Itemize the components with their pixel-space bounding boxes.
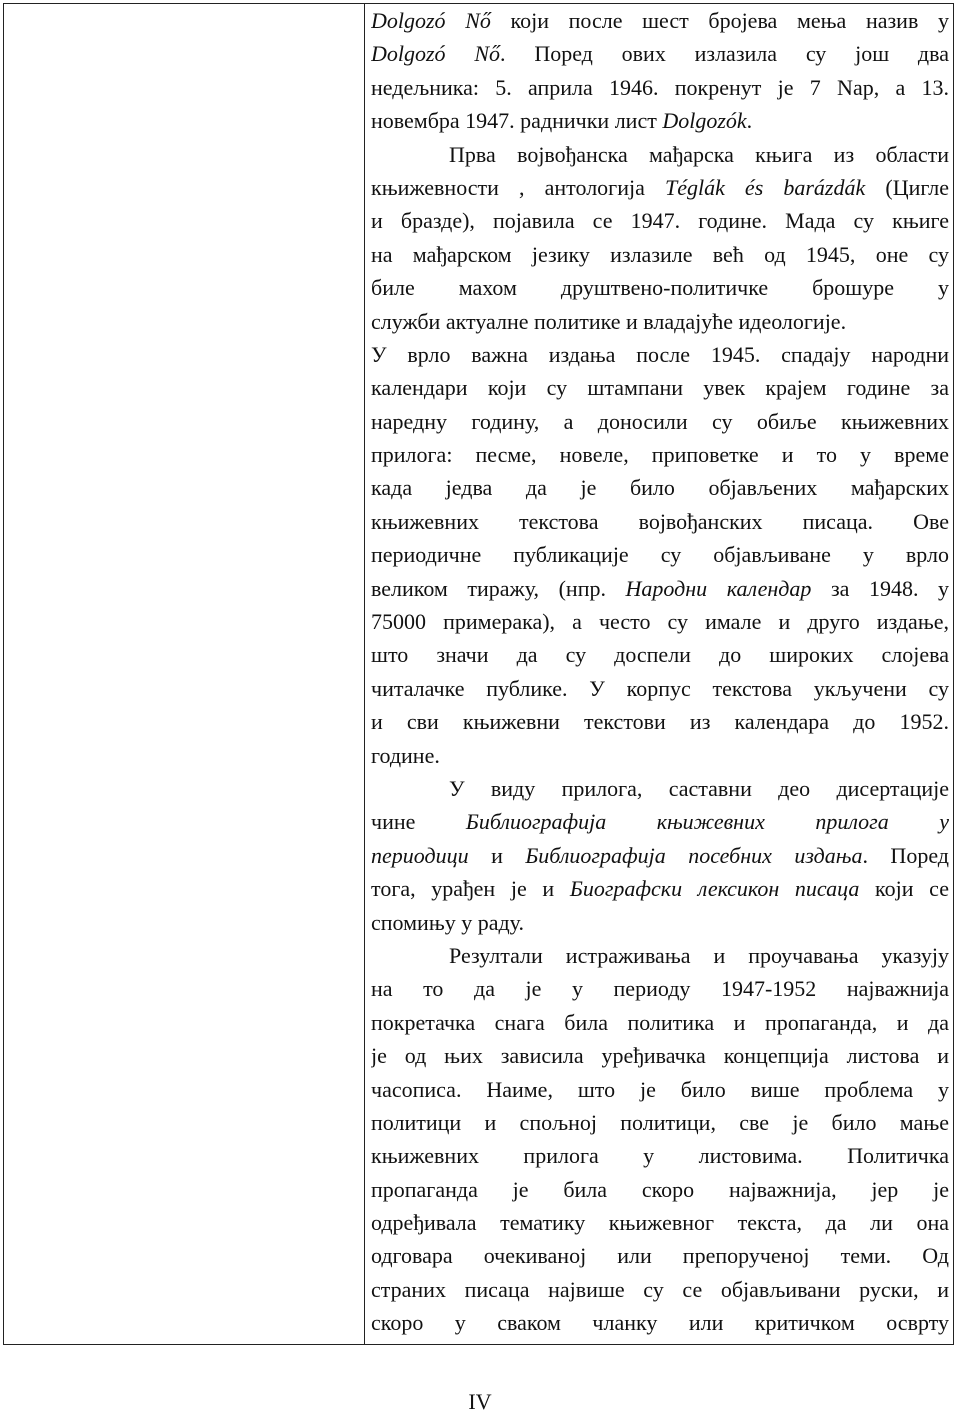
main-text-column bbox=[371, 4, 949, 1340]
text-segment: и bbox=[468, 842, 526, 868]
text-line bbox=[371, 939, 949, 972]
text-segment: наредну годину, а доносили су обиље књижевних bbox=[371, 408, 949, 434]
text-segment: прилога: песме, новеле, приповетке и то у време bbox=[371, 442, 949, 468]
text-segment: покретачка снага била политика и пропаганда, и да bbox=[371, 1009, 949, 1035]
text-segment: календари који су штампани увек крајем године за bbox=[371, 375, 949, 401]
text-segment: књижевности , антологија bbox=[371, 174, 665, 200]
text-line bbox=[371, 438, 949, 471]
text-segment: новембра 1947. раднички лист bbox=[371, 108, 663, 134]
page-number: IV bbox=[468, 1389, 492, 1414]
text-segment: књижевних текстова војвођанских писаца. Ове bbox=[371, 508, 949, 534]
text-segment: пропаганда је била скоро најважнија, јер је bbox=[371, 1176, 949, 1202]
text-segment: књижевних прилога у листовима. Политичка bbox=[371, 1143, 949, 1169]
text-segment: 75000 примерака), а често су имале и друго издање, bbox=[371, 609, 949, 635]
text-line bbox=[371, 872, 949, 905]
text-line bbox=[371, 772, 949, 805]
text-line bbox=[371, 1273, 949, 1306]
text-line bbox=[371, 71, 949, 104]
text-line bbox=[371, 672, 949, 705]
text-line bbox=[371, 138, 949, 171]
text-line bbox=[371, 906, 949, 939]
text-line bbox=[371, 104, 949, 137]
text-segment: биле махом друштвено-политичке брошуре у bbox=[371, 275, 949, 301]
text-line bbox=[371, 471, 949, 504]
text-line bbox=[371, 705, 949, 738]
text-line bbox=[371, 538, 949, 571]
text-segment: великом тиражу, (нпр. bbox=[371, 575, 626, 601]
text-line bbox=[371, 371, 949, 404]
text-line bbox=[371, 4, 949, 37]
text-line bbox=[371, 305, 949, 338]
text-segment: У врло важна издања после 1945. спадају народни bbox=[371, 341, 949, 367]
text-segment: одговара очекиваној или препорученој теми. Од bbox=[371, 1243, 949, 1269]
text-line bbox=[371, 171, 949, 204]
text-segment: године. bbox=[371, 742, 440, 768]
italic-text: Библиографија књижевних прилога у bbox=[465, 809, 949, 835]
text-segment: Резултали истраживања и проучавања указују bbox=[449, 942, 949, 968]
text-line bbox=[371, 1139, 949, 1172]
text-segment: на мађарском језику излазиле већ од 1945, оне су bbox=[371, 241, 949, 267]
text-line bbox=[371, 805, 949, 838]
text-segment: У виду прилога, саставни део дисертације bbox=[449, 775, 949, 801]
italic-text: Dolgozó Nő bbox=[371, 41, 501, 67]
text-line bbox=[371, 972, 949, 1005]
text-line bbox=[371, 505, 949, 538]
text-segment: недељника: 5. априла 1946. покренут је 7 Nap, а 13. bbox=[371, 74, 949, 100]
text-line bbox=[371, 839, 949, 872]
italic-text: Téglák és barázdák bbox=[664, 174, 866, 200]
text-line bbox=[371, 1039, 949, 1072]
text-line bbox=[371, 739, 949, 772]
text-line bbox=[371, 405, 949, 438]
text-segment: је од њих зависила уређивачка концепција листова и bbox=[371, 1043, 949, 1069]
page-frame bbox=[3, 3, 954, 1345]
italic-text: периодици bbox=[371, 842, 469, 868]
text-segment: на то да је у периоду 1947-1952 најважнија bbox=[371, 976, 949, 1002]
text-line bbox=[371, 1206, 949, 1239]
text-line bbox=[371, 1073, 949, 1106]
text-line bbox=[371, 271, 949, 304]
text-line bbox=[371, 37, 949, 70]
text-line bbox=[371, 1306, 949, 1339]
text-segment: што значи да су доспели до широких слојева bbox=[371, 642, 949, 668]
text-segment: периодичне публикације су објављиване у врло bbox=[371, 542, 949, 568]
text-segment: тога, урађен је и bbox=[371, 876, 570, 902]
italic-text: Dolgozó Nő bbox=[371, 8, 491, 33]
text-segment: скоро у сваком чланку или критичком осврту bbox=[371, 1310, 949, 1336]
column-divider bbox=[364, 4, 365, 1344]
text-segment: Прва војвођанска мађарска књига из области bbox=[449, 141, 949, 167]
text-segment: служби актуалне политике и владајуће идеологије. bbox=[371, 308, 847, 334]
text-segment: политици и спољној политици, све је било мање bbox=[371, 1109, 949, 1135]
text-line bbox=[371, 338, 949, 371]
italic-text: Библиографија посебних издања bbox=[525, 842, 863, 868]
text-segment: . Поред ових излазила су још два bbox=[500, 41, 949, 67]
italic-text: Dolgozók bbox=[662, 108, 747, 134]
text-segment: који после шест бројева мења назив у bbox=[490, 8, 949, 33]
text-segment: који се bbox=[859, 876, 949, 902]
text-line bbox=[371, 1106, 949, 1139]
text-line bbox=[371, 238, 949, 271]
text-segment: и сви књижевни текстови из календара до 1952. bbox=[371, 709, 949, 735]
text-segment: када једва да је било објављених мађарских bbox=[371, 475, 949, 501]
text-segment: за 1948. у bbox=[811, 575, 949, 601]
text-segment: спомињу у раду. bbox=[371, 909, 524, 935]
text-segment: часописа. Наиме, што је било више проблема у bbox=[371, 1076, 949, 1102]
italic-text: Биографски лексикон писаца bbox=[569, 876, 860, 902]
text-segment: . Поред bbox=[862, 842, 949, 868]
text-line bbox=[371, 1239, 949, 1272]
text-segment: (Цигле bbox=[865, 174, 949, 200]
italic-text: Народни календар bbox=[625, 575, 812, 601]
text-segment: читалачке публике. У корпус текстова укључени су bbox=[371, 675, 949, 701]
text-segment: чине bbox=[371, 809, 466, 835]
text-segment: страних писаца највише су се објављивани руски, и bbox=[371, 1276, 949, 1302]
text-line bbox=[371, 572, 949, 605]
text-line bbox=[371, 1173, 949, 1206]
text-segment: и бразде), појавила се 1947. године. Мада су књиге bbox=[371, 208, 949, 234]
text-line bbox=[371, 204, 949, 237]
text-line bbox=[371, 605, 949, 638]
text-line bbox=[371, 1006, 949, 1039]
text-segment: одређивала тематику књижевног текста, да ли она bbox=[371, 1210, 949, 1236]
text-line bbox=[371, 638, 949, 671]
text-segment: . bbox=[746, 108, 753, 134]
